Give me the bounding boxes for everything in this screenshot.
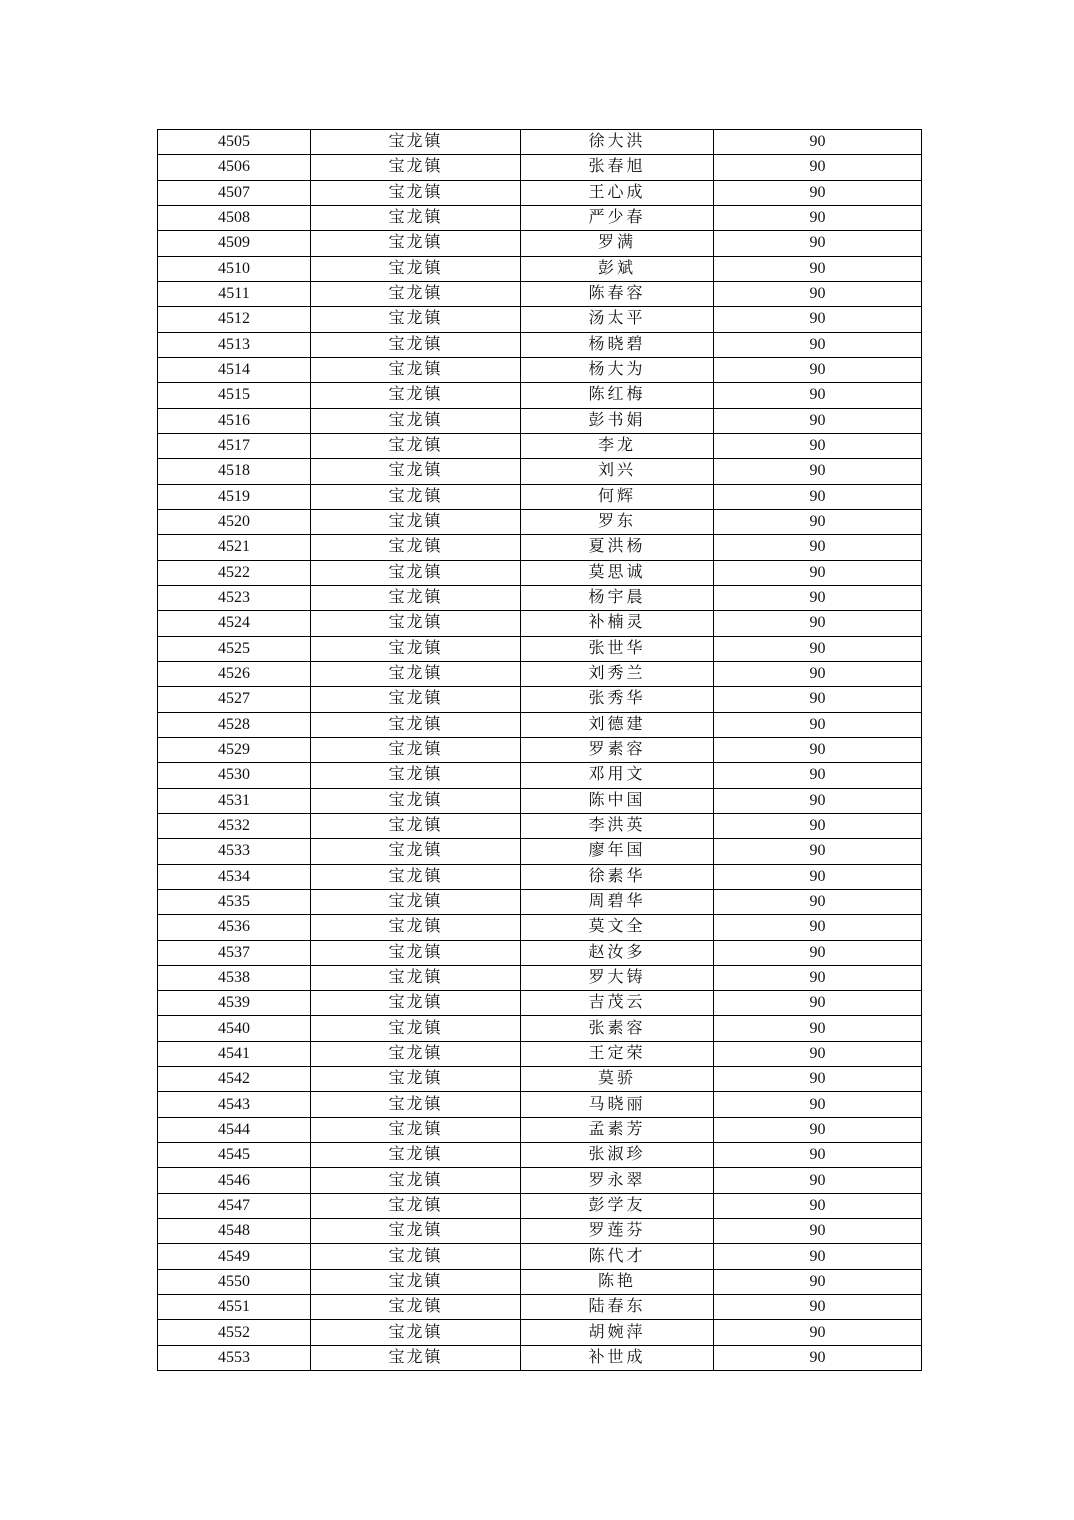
cell-amount: 90 [714,408,922,433]
cell-name: 杨大为 [521,357,714,382]
cell-id: 4513 [158,332,311,357]
cell-name: 补世成 [521,1345,714,1370]
cell-amount: 90 [714,1219,922,1244]
cell-town: 宝龙镇 [311,307,521,332]
cell-town: 宝龙镇 [311,459,521,484]
table-row [158,915,922,940]
cell-amount: 90 [714,1117,922,1142]
cell-id: 4529 [158,737,311,762]
cell-id: 4506 [158,155,311,180]
cell-name: 张淑珍 [521,1143,714,1168]
cell-amount: 90 [714,1345,922,1370]
cell-amount: 90 [714,1295,922,1320]
cell-name: 汤太平 [521,307,714,332]
cell-town: 宝龙镇 [311,1016,521,1041]
table-row [158,839,922,864]
cell-name: 王定荣 [521,1041,714,1066]
cell-town: 宝龙镇 [311,1092,521,1117]
cell-town: 宝龙镇 [311,636,521,661]
cell-id: 4527 [158,687,311,712]
cell-name: 罗满 [521,231,714,256]
cell-id: 4511 [158,281,311,306]
table-row [158,1168,922,1193]
cell-amount: 90 [714,839,922,864]
cell-id: 4536 [158,915,311,940]
cell-town: 宝龙镇 [311,687,521,712]
cell-name: 张秀华 [521,687,714,712]
table-row [158,1320,922,1345]
table-row [158,1269,922,1294]
cell-town: 宝龙镇 [311,1067,521,1092]
cell-amount: 90 [714,256,922,281]
cell-id: 4550 [158,1269,311,1294]
cell-id: 4543 [158,1092,311,1117]
table-row [158,889,922,914]
table-row [158,712,922,737]
cell-amount: 90 [714,509,922,534]
cell-id: 4520 [158,509,311,534]
cell-amount: 90 [714,180,922,205]
cell-id: 4528 [158,712,311,737]
cell-id: 4545 [158,1143,311,1168]
table-row [158,281,922,306]
table-row [158,484,922,509]
cell-amount: 90 [714,687,922,712]
cell-id: 4507 [158,180,311,205]
cell-id: 4515 [158,383,311,408]
table-row [158,1067,922,1092]
cell-id: 4526 [158,661,311,686]
cell-amount: 90 [714,1092,922,1117]
cell-town: 宝龙镇 [311,788,521,813]
table-row [158,763,922,788]
cell-town: 宝龙镇 [311,332,521,357]
cell-amount: 90 [714,484,922,509]
cell-id: 4552 [158,1320,311,1345]
cell-name: 王心成 [521,180,714,205]
cell-town: 宝龙镇 [311,1168,521,1193]
cell-amount: 90 [714,763,922,788]
table-row [158,130,922,155]
cell-amount: 90 [714,332,922,357]
table-row [158,991,922,1016]
cell-town: 宝龙镇 [311,1269,521,1294]
table-row [158,357,922,382]
table-row [158,433,922,458]
cell-id: 4549 [158,1244,311,1269]
cell-name: 马晓丽 [521,1092,714,1117]
table-row [158,307,922,332]
cell-id: 4534 [158,864,311,889]
cell-amount: 90 [714,636,922,661]
cell-town: 宝龙镇 [311,763,521,788]
cell-name: 陈中国 [521,788,714,813]
table-row [158,256,922,281]
cell-amount: 90 [714,788,922,813]
cell-name: 杨晓碧 [521,332,714,357]
cell-id: 4512 [158,307,311,332]
cell-id: 4546 [158,1168,311,1193]
cell-amount: 90 [714,889,922,914]
cell-amount: 90 [714,1143,922,1168]
cell-amount: 90 [714,1269,922,1294]
table-row [158,535,922,560]
cell-name: 赵汝多 [521,940,714,965]
cell-town: 宝龙镇 [311,509,521,534]
table-row [158,1016,922,1041]
table-row [158,1117,922,1142]
cell-town: 宝龙镇 [311,965,521,990]
cell-amount: 90 [714,813,922,838]
table-row [158,864,922,889]
table-row [158,788,922,813]
cell-name: 陈艳 [521,1269,714,1294]
table-row [158,585,922,610]
cell-town: 宝龙镇 [311,1345,521,1370]
cell-name: 廖年国 [521,839,714,864]
cell-town: 宝龙镇 [311,1193,521,1218]
cell-amount: 90 [714,1193,922,1218]
cell-town: 宝龙镇 [311,130,521,155]
table-row [158,813,922,838]
cell-name: 莫思诚 [521,560,714,585]
cell-amount: 90 [714,1067,922,1092]
cell-amount: 90 [714,991,922,1016]
cell-name: 陈春容 [521,281,714,306]
cell-name: 莫文全 [521,915,714,940]
cell-amount: 90 [714,1041,922,1066]
roster-table [157,129,922,1371]
cell-amount: 90 [714,1168,922,1193]
cell-town: 宝龙镇 [311,256,521,281]
cell-amount: 90 [714,433,922,458]
cell-amount: 90 [714,535,922,560]
cell-amount: 90 [714,231,922,256]
cell-name: 罗素容 [521,737,714,762]
cell-id: 4541 [158,1041,311,1066]
cell-town: 宝龙镇 [311,231,521,256]
cell-name: 邓用文 [521,763,714,788]
cell-town: 宝龙镇 [311,433,521,458]
cell-amount: 90 [714,1320,922,1345]
cell-name: 彭斌 [521,256,714,281]
cell-town: 宝龙镇 [311,661,521,686]
cell-name: 陈红梅 [521,383,714,408]
cell-name: 刘兴 [521,459,714,484]
cell-town: 宝龙镇 [311,1295,521,1320]
table-row [158,1092,922,1117]
cell-town: 宝龙镇 [311,585,521,610]
table-row [158,383,922,408]
cell-name: 吉茂云 [521,991,714,1016]
table-row [158,965,922,990]
table-row [158,1345,922,1370]
table-row [158,509,922,534]
table-row [158,408,922,433]
cell-id: 4537 [158,940,311,965]
cell-name: 刘秀兰 [521,661,714,686]
cell-amount: 90 [714,965,922,990]
cell-name: 何辉 [521,484,714,509]
cell-amount: 90 [714,1244,922,1269]
cell-town: 宝龙镇 [311,357,521,382]
cell-town: 宝龙镇 [311,712,521,737]
cell-amount: 90 [714,560,922,585]
table-row [158,231,922,256]
cell-name: 张春旭 [521,155,714,180]
cell-name: 周碧华 [521,889,714,914]
cell-id: 4538 [158,965,311,990]
cell-id: 4510 [158,256,311,281]
cell-id: 4539 [158,991,311,1016]
table-row [158,687,922,712]
cell-name: 罗莲芬 [521,1219,714,1244]
cell-amount: 90 [714,130,922,155]
table-row [158,1219,922,1244]
cell-amount: 90 [714,661,922,686]
cell-id: 4508 [158,205,311,230]
table-row [158,1143,922,1168]
cell-id: 4535 [158,889,311,914]
cell-id: 4523 [158,585,311,610]
cell-name: 李洪英 [521,813,714,838]
table-row [158,1193,922,1218]
cell-id: 4547 [158,1193,311,1218]
cell-id: 4525 [158,636,311,661]
cell-amount: 90 [714,712,922,737]
cell-name: 陆春东 [521,1295,714,1320]
roster-table-body [158,130,922,1371]
cell-id: 4509 [158,231,311,256]
cell-town: 宝龙镇 [311,1219,521,1244]
cell-id: 4548 [158,1219,311,1244]
cell-id: 4522 [158,560,311,585]
cell-amount: 90 [714,307,922,332]
cell-town: 宝龙镇 [311,940,521,965]
cell-name: 夏洪杨 [521,535,714,560]
table-row [158,180,922,205]
cell-id: 4518 [158,459,311,484]
table-row [158,205,922,230]
cell-name: 彭书娟 [521,408,714,433]
cell-town: 宝龙镇 [311,889,521,914]
cell-id: 4514 [158,357,311,382]
cell-name: 补楠灵 [521,611,714,636]
cell-town: 宝龙镇 [311,813,521,838]
table-row [158,459,922,484]
cell-name: 张素容 [521,1016,714,1041]
cell-amount: 90 [714,1016,922,1041]
table-row [158,155,922,180]
cell-town: 宝龙镇 [311,864,521,889]
cell-id: 4530 [158,763,311,788]
table-row [158,661,922,686]
cell-town: 宝龙镇 [311,737,521,762]
table-row [158,636,922,661]
cell-id: 4532 [158,813,311,838]
cell-amount: 90 [714,205,922,230]
cell-town: 宝龙镇 [311,1041,521,1066]
cell-id: 4540 [158,1016,311,1041]
table-row [158,737,922,762]
cell-amount: 90 [714,281,922,306]
cell-id: 4553 [158,1345,311,1370]
table-row [158,940,922,965]
cell-name: 孟素芳 [521,1117,714,1142]
cell-id: 4516 [158,408,311,433]
cell-town: 宝龙镇 [311,408,521,433]
cell-town: 宝龙镇 [311,180,521,205]
cell-town: 宝龙镇 [311,205,521,230]
cell-name: 彭学友 [521,1193,714,1218]
cell-amount: 90 [714,864,922,889]
cell-town: 宝龙镇 [311,281,521,306]
cell-amount: 90 [714,585,922,610]
cell-amount: 90 [714,459,922,484]
cell-name: 李龙 [521,433,714,458]
cell-name: 杨宇晨 [521,585,714,610]
cell-town: 宝龙镇 [311,484,521,509]
cell-town: 宝龙镇 [311,839,521,864]
cell-name: 徐大洪 [521,130,714,155]
cell-town: 宝龙镇 [311,1320,521,1345]
table-row [158,1041,922,1066]
cell-name: 严少春 [521,205,714,230]
table-row [158,1295,922,1320]
cell-town: 宝龙镇 [311,560,521,585]
cell-name: 莫骄 [521,1067,714,1092]
cell-name: 罗永翠 [521,1168,714,1193]
cell-name: 陈代才 [521,1244,714,1269]
cell-id: 4533 [158,839,311,864]
cell-name: 张世华 [521,636,714,661]
cell-amount: 90 [714,155,922,180]
cell-town: 宝龙镇 [311,915,521,940]
cell-town: 宝龙镇 [311,535,521,560]
cell-id: 4542 [158,1067,311,1092]
cell-town: 宝龙镇 [311,1117,521,1142]
cell-name: 罗东 [521,509,714,534]
cell-id: 4544 [158,1117,311,1142]
cell-amount: 90 [714,357,922,382]
cell-id: 4531 [158,788,311,813]
cell-amount: 90 [714,737,922,762]
cell-id: 4517 [158,433,311,458]
table-row [158,611,922,636]
cell-id: 4505 [158,130,311,155]
cell-town: 宝龙镇 [311,383,521,408]
cell-amount: 90 [714,383,922,408]
cell-name: 罗大铸 [521,965,714,990]
cell-amount: 90 [714,915,922,940]
cell-id: 4551 [158,1295,311,1320]
table-row [158,332,922,357]
cell-name: 徐素华 [521,864,714,889]
cell-id: 4521 [158,535,311,560]
cell-town: 宝龙镇 [311,1244,521,1269]
cell-id: 4524 [158,611,311,636]
cell-town: 宝龙镇 [311,1143,521,1168]
cell-amount: 90 [714,611,922,636]
table-row [158,560,922,585]
cell-name: 胡婉萍 [521,1320,714,1345]
cell-amount: 90 [714,940,922,965]
cell-town: 宝龙镇 [311,991,521,1016]
cell-town: 宝龙镇 [311,611,521,636]
cell-name: 刘德建 [521,712,714,737]
cell-id: 4519 [158,484,311,509]
table-row [158,1244,922,1269]
cell-town: 宝龙镇 [311,155,521,180]
